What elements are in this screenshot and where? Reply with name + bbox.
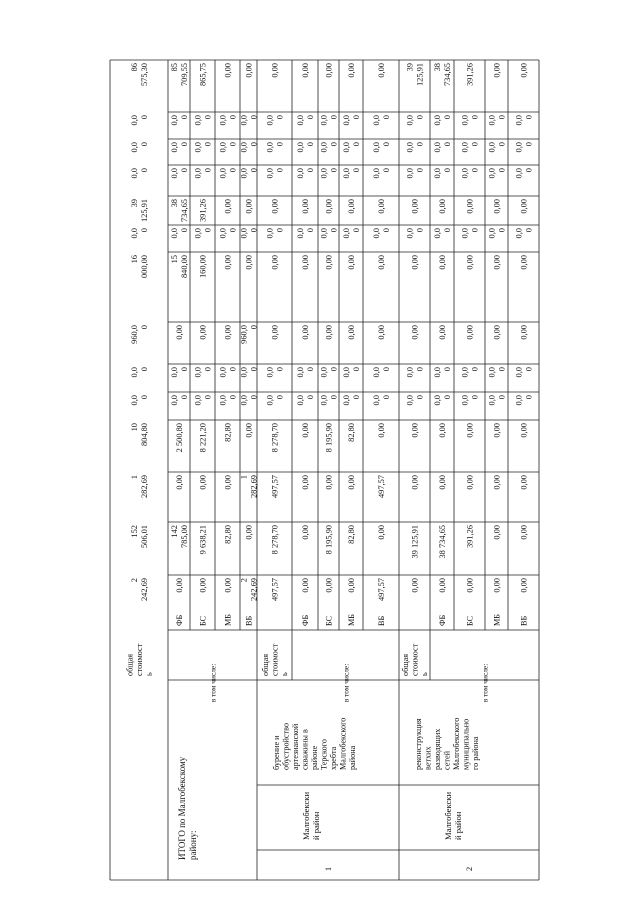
value-cell-r14-c2: 0,00 bbox=[519, 475, 529, 490]
value-cell-r1-c3: 2 500,80 bbox=[175, 423, 184, 453]
value-cell-r1-c12: 0,00 bbox=[170, 115, 189, 126]
value-cell-r6-c10: 0,00 bbox=[296, 168, 315, 179]
value-cell-r11-c8: 0,00 bbox=[433, 228, 452, 239]
value-cell-r4-c6: 960,00 bbox=[239, 325, 259, 344]
value-cell-r2-c6: 0,00 bbox=[198, 325, 208, 340]
value-cell-r13-c5: 0,00 bbox=[487, 367, 507, 378]
value-cell-r9-c2: 497,57 bbox=[377, 475, 386, 499]
value-cell-r4-c11: 0,00 bbox=[239, 142, 259, 153]
value-cell-r9-c4: 0,00 bbox=[372, 395, 391, 406]
value-cell-r12-c1: 391,26 bbox=[465, 525, 475, 549]
value-cell-r12-c11: 0,00 bbox=[460, 142, 480, 153]
value-cell-r3-c0: 0,00 bbox=[223, 578, 233, 593]
value-cell-r5-c8: 0,00 bbox=[265, 228, 285, 239]
value-cell-r10-c13: 39125,91 bbox=[405, 63, 425, 87]
value-cell-r8-c1: 82,80 bbox=[347, 525, 356, 544]
value-cell-r6-c0: 0,00 bbox=[301, 578, 310, 593]
value-cell-r11-c10: 0,00 bbox=[433, 168, 452, 179]
value-cell-r7-c4: 0,00 bbox=[319, 395, 339, 406]
value-cell-r12-c6: 0,00 bbox=[465, 325, 475, 340]
value-cell-r6-c6: 0,00 bbox=[301, 325, 310, 340]
value-cell-r8-c10: 0,00 bbox=[342, 168, 361, 179]
row-type-13: МБ bbox=[492, 614, 502, 626]
value-cell-r8-c9: 0,00 bbox=[347, 199, 356, 214]
value-cell-r6-c2: 0,00 bbox=[301, 475, 310, 490]
value-cell-r9-c9: 0,00 bbox=[377, 199, 386, 214]
value-cell-r10-c12: 0,00 bbox=[405, 115, 425, 126]
value-cell-r0-c7: 16000,00 bbox=[130, 255, 149, 279]
value-cell-r12-c8: 0,00 bbox=[460, 228, 480, 239]
value-cell-r2-c13: 865,75 bbox=[198, 63, 208, 87]
value-cell-r14-c5: 0,00 bbox=[514, 367, 534, 378]
value-cell-r7-c2: 0,00 bbox=[324, 475, 334, 490]
value-cell-r3-c3: 82,80 bbox=[223, 423, 233, 442]
value-cell-r13-c12: 0,00 bbox=[487, 115, 507, 126]
value-cell-r4-c13: 0,00 bbox=[244, 63, 254, 78]
value-cell-r13-c10: 0,00 bbox=[487, 168, 507, 179]
row-type-7: БС bbox=[324, 615, 334, 626]
value-cell-r0-c6: 960,00 bbox=[130, 325, 149, 344]
value-cell-r2-c5: 0,00 bbox=[193, 367, 213, 378]
value-cell-r5-c2: 497,57 bbox=[270, 475, 280, 499]
subgroup-label-0: в том числе: bbox=[208, 663, 218, 703]
value-cell-r8-c13: 0,00 bbox=[347, 63, 356, 78]
value-cell-r1-c6: 0,00 bbox=[175, 325, 184, 340]
value-cell-r0-c13: 86575,30 bbox=[130, 63, 149, 87]
value-cell-r6-c3: 0,00 bbox=[301, 423, 310, 438]
value-cell-r4-c8: 0,00 bbox=[239, 228, 259, 239]
value-cell-r8-c0: 0,00 bbox=[347, 578, 356, 593]
value-cell-r0-c9: 39125,91 bbox=[130, 199, 149, 223]
value-cell-r10-c5: 0,00 bbox=[405, 367, 425, 378]
value-cell-r3-c5: 0,00 bbox=[218, 367, 238, 378]
value-cell-r3-c11: 0,00 bbox=[218, 142, 238, 153]
value-cell-r7-c7: 0,00 bbox=[324, 255, 334, 270]
value-cell-r13-c13: 0,00 bbox=[492, 63, 502, 78]
table-labels bbox=[177, 664, 490, 871]
value-cell-r13-c9: 0,00 bbox=[492, 199, 502, 214]
value-cell-r12-c7: 0,00 bbox=[465, 255, 475, 270]
value-cell-r10-c2: 0,00 bbox=[410, 475, 420, 490]
value-cell-r14-c8: 0,00 bbox=[514, 228, 534, 239]
value-cell-r6-c4: 0,00 bbox=[296, 395, 315, 406]
value-cell-r8-c6: 0,00 bbox=[347, 325, 356, 340]
value-cell-r1-c11: 0,00 bbox=[170, 142, 189, 153]
value-cell-r3-c6: 0,00 bbox=[223, 325, 233, 340]
value-cell-r9-c8: 0,00 bbox=[372, 228, 391, 239]
value-cell-r6-c7: 0,00 bbox=[301, 255, 310, 270]
value-cell-r1-c0: 0,00 bbox=[175, 578, 184, 593]
value-cell-r3-c4: 0,00 bbox=[218, 395, 238, 406]
value-cell-r2-c12: 0,00 bbox=[193, 115, 213, 126]
value-cell-r10-c4: 0,00 bbox=[405, 395, 425, 406]
value-cell-r7-c10: 0,00 bbox=[319, 168, 339, 179]
value-cell-r1-c13: 85709,55 bbox=[170, 63, 189, 87]
subgroup-label-1: в том числе: bbox=[341, 663, 351, 703]
value-cell-r14-c3: 0,00 bbox=[519, 423, 529, 438]
value-cell-r8-c11: 0,00 bbox=[342, 142, 361, 153]
value-cell-r7-c11: 0,00 bbox=[319, 142, 339, 153]
value-cell-r1-c5: 0,00 bbox=[170, 367, 189, 378]
value-cell-r4-c1: 0,00 bbox=[244, 525, 254, 540]
value-cell-r4-c10: 0,00 bbox=[239, 168, 259, 179]
row-type-1: ФБ bbox=[175, 614, 184, 626]
value-cell-r3-c12: 0,00 bbox=[218, 115, 238, 126]
value-cell-r8-c12: 0,00 bbox=[342, 115, 361, 126]
value-cell-r14-c4: 0,00 bbox=[514, 395, 534, 406]
value-cell-r4-c5: 0,00 bbox=[239, 367, 259, 378]
value-cell-r2-c11: 0,00 bbox=[193, 142, 213, 153]
value-cell-r2-c2: 0,00 bbox=[198, 475, 208, 490]
value-cell-r13-c2: 0,00 bbox=[492, 475, 502, 490]
value-cell-r12-c0: 0,00 bbox=[465, 578, 475, 593]
value-cell-r4-c12: 0,00 bbox=[239, 115, 259, 126]
value-cell-r6-c13: 0,00 bbox=[301, 63, 310, 78]
value-cell-r10-c6: 0,00 bbox=[410, 325, 420, 340]
value-cell-r4-c2: 1282,69 bbox=[239, 475, 259, 499]
value-cell-r1-c4: 0,00 bbox=[170, 395, 189, 406]
value-cell-r5-c10: 0,00 bbox=[265, 168, 285, 179]
value-cell-r3-c7: 0,00 bbox=[223, 255, 233, 270]
value-cell-r2-c4: 0,00 bbox=[193, 395, 213, 406]
value-cell-r11-c13: 38734,65 bbox=[433, 63, 452, 87]
value-cell-r5-c13: 0,00 bbox=[270, 63, 280, 78]
value-cell-r14-c9: 0,00 bbox=[519, 199, 529, 214]
value-cell-r2-c1: 9 638,21 bbox=[198, 525, 208, 555]
value-cell-r11-c1: 38 734,65 bbox=[438, 525, 447, 559]
value-cell-r9-c10: 0,00 bbox=[372, 168, 391, 179]
value-cell-r12-c12: 0,00 bbox=[460, 115, 480, 126]
value-cell-r0-c8: 0,00 bbox=[130, 228, 149, 239]
project-number-1: 1 bbox=[323, 866, 333, 872]
value-cell-r4-c0: 2242,69 bbox=[239, 578, 259, 602]
value-cell-r11-c3: 0,00 bbox=[438, 423, 447, 438]
row-type-6: ФБ bbox=[301, 614, 310, 626]
project-name-2: реконструкцияветхихразводящихсетейМалгобекскогомуниципального района bbox=[414, 717, 480, 770]
row-type-2: БС bbox=[198, 615, 208, 626]
value-cell-r9-c6: 0,00 bbox=[377, 325, 386, 340]
value-cell-r14-c6: 0,00 bbox=[519, 325, 529, 340]
value-cell-r6-c11: 0,00 bbox=[296, 142, 315, 153]
value-cell-r9-c1: 0,00 bbox=[377, 525, 386, 540]
value-cell-r4-c9: 0,00 bbox=[244, 199, 254, 214]
row-type-14: ВБ bbox=[519, 615, 529, 626]
value-cell-r12-c9: 0,00 bbox=[465, 199, 475, 214]
value-cell-r13-c4: 0,00 bbox=[487, 395, 507, 406]
value-cell-r5-c3: 8 278,70 bbox=[270, 423, 280, 453]
value-cell-r10-c8: 0,00 bbox=[405, 228, 425, 239]
value-cell-r11-c4: 0,00 bbox=[433, 395, 452, 406]
project-name-1: бурение иобустройствоартезианскойскважины врайонеТерскогохребтаМалгобекскогорайона bbox=[272, 717, 357, 770]
value-cell-r0-c3: 10804,80 bbox=[130, 423, 149, 447]
row-type-3: МБ bbox=[223, 614, 233, 626]
value-cell-r3-c9: 0,00 bbox=[223, 199, 233, 214]
value-cell-r4-c7: 0,00 bbox=[244, 255, 254, 270]
value-cell-r0-c10: 0,00 bbox=[130, 168, 149, 179]
row-type-4: ВБ bbox=[244, 615, 254, 626]
value-cell-r5-c7: 0,00 bbox=[270, 255, 280, 270]
value-cell-r6-c12: 0,00 bbox=[296, 115, 315, 126]
value-cell-r1-c10: 0,00 bbox=[170, 168, 189, 179]
value-cell-r8-c7: 0,00 bbox=[347, 255, 356, 270]
total-label: ИТОГО по Малгобекскомурайону: bbox=[177, 756, 198, 860]
value-cell-r2-c7: 160,00 bbox=[198, 255, 208, 279]
value-cell-r14-c10: 0,00 bbox=[514, 168, 534, 179]
value-cell-r1-c7: 15840,00 bbox=[170, 255, 189, 279]
value-cell-r9-c7: 0,00 bbox=[377, 255, 386, 270]
value-cell-r8-c2: 0,00 bbox=[347, 475, 356, 490]
value-cell-r0-c4: 0,00 bbox=[130, 395, 149, 406]
value-cell-r7-c1: 8 195,90 bbox=[324, 525, 334, 555]
value-cell-r7-c12: 0,00 bbox=[319, 115, 339, 126]
value-cell-r0-c2: 1282,69 bbox=[130, 475, 149, 499]
value-cell-r1-c2: 0,00 bbox=[175, 475, 184, 490]
value-cell-r7-c13: 0,00 bbox=[324, 63, 334, 78]
value-cell-r8-c8: 0,00 bbox=[342, 228, 361, 239]
value-cell-r5-c0: 497,57 bbox=[270, 578, 280, 602]
value-cell-r10-c11: 0,00 bbox=[405, 142, 425, 153]
value-cell-r14-c12: 0,00 bbox=[514, 115, 534, 126]
value-cell-r0-c0: 2242,69 bbox=[130, 578, 149, 602]
value-cell-r10-c7: 0,00 bbox=[410, 255, 420, 270]
value-cell-r7-c3: 8 195,90 bbox=[324, 423, 334, 453]
value-cell-r13-c8: 0,00 bbox=[487, 228, 507, 239]
value-cell-r9-c0: 497,57 bbox=[377, 578, 386, 602]
value-cell-r6-c9: 0,00 bbox=[301, 199, 310, 214]
value-cell-r11-c7: 0,00 bbox=[438, 255, 447, 270]
value-cell-r14-c11: 0,00 bbox=[514, 142, 534, 153]
value-cell-r1-c1: 142785,00 bbox=[170, 525, 189, 549]
value-cell-r0-c1: 152506,01 bbox=[130, 525, 149, 549]
value-cell-r7-c9: 0,00 bbox=[324, 199, 334, 214]
value-cell-r6-c8: 0,00 bbox=[296, 228, 315, 239]
value-cell-r6-c1: 0,00 bbox=[301, 525, 310, 540]
value-cell-r2-c10: 0,00 bbox=[193, 168, 213, 179]
value-cell-r11-c2: 0,00 bbox=[438, 475, 447, 490]
value-cell-r14-c0: 0,00 bbox=[519, 578, 529, 593]
value-cell-r2-c8: 0,00 bbox=[193, 228, 213, 239]
value-cell-r3-c13: 0,00 bbox=[223, 63, 233, 78]
value-cell-r13-c1: 0,00 bbox=[492, 525, 502, 540]
value-cell-r7-c5: 0,00 bbox=[319, 367, 339, 378]
value-cell-r3-c2: 0,00 bbox=[223, 475, 233, 490]
value-cell-r5-c6: 0,00 bbox=[270, 325, 280, 340]
value-cell-r3-c10: 0,00 bbox=[218, 168, 238, 179]
value-cell-r4-c3: 0,00 bbox=[244, 423, 254, 438]
value-cell-r1-c9: 38734,65 bbox=[170, 199, 189, 223]
value-cell-r2-c3: 8 221,20 bbox=[198, 423, 208, 453]
value-cell-r11-c5: 0,00 bbox=[433, 367, 452, 378]
row-type-9: ВБ bbox=[377, 615, 386, 626]
value-cell-r0-c12: 0,00 bbox=[130, 115, 149, 126]
value-cell-r10-c0: 0,00 bbox=[410, 578, 420, 593]
value-cell-r4-c4: 0,00 bbox=[239, 395, 259, 406]
value-cell-r12-c13: 391,26 bbox=[465, 63, 475, 87]
value-cell-r1-c8: 0,00 bbox=[170, 228, 189, 239]
value-cell-r11-c0: 0,00 bbox=[438, 578, 447, 593]
value-cell-r3-c8: 0,00 bbox=[218, 228, 238, 239]
value-cell-r9-c3: 0,00 bbox=[377, 423, 386, 438]
value-cell-r7-c0: 0,00 bbox=[324, 578, 334, 593]
project-district-1: Малгобекский район bbox=[301, 791, 321, 840]
value-cell-r0-c11: 0,00 bbox=[130, 142, 149, 153]
value-cell-r5-c12: 0,00 bbox=[265, 115, 285, 126]
value-cell-r8-c3: 82,80 bbox=[347, 423, 356, 442]
value-cell-r5-c9: 0,00 bbox=[270, 199, 280, 214]
value-cell-r8-c4: 0,00 bbox=[342, 395, 361, 406]
value-cell-r9-c5: 0,00 bbox=[372, 367, 391, 378]
value-cell-r12-c2: 0,00 bbox=[465, 475, 475, 490]
value-cell-r9-c12: 0,00 bbox=[372, 115, 391, 126]
row-type-11: ФБ bbox=[438, 614, 447, 626]
row-type-10: общаястоимость bbox=[401, 643, 429, 676]
value-cell-r14-c1: 0,00 bbox=[519, 525, 529, 540]
value-cell-r14-c7: 0,00 bbox=[519, 255, 529, 270]
table-cells bbox=[126, 63, 534, 676]
value-cell-r5-c1: 8 278,70 bbox=[270, 525, 280, 555]
value-cell-r13-c6: 0,00 bbox=[492, 325, 502, 340]
value-cell-r13-c7: 0,00 bbox=[492, 255, 502, 270]
value-cell-r2-c9: 391,26 bbox=[198, 199, 208, 223]
value-cell-r14-c13: 0,00 bbox=[519, 63, 529, 78]
row-type-8: МБ bbox=[347, 614, 356, 626]
project-district-2: Малгобекский район bbox=[443, 791, 463, 840]
value-cell-r12-c5: 0,00 bbox=[460, 367, 480, 378]
row-type-12: БС bbox=[465, 615, 475, 626]
project-number-2: 2 bbox=[464, 866, 474, 872]
value-cell-r6-c5: 0,00 bbox=[296, 367, 315, 378]
value-cell-r10-c1: 39 125,91 bbox=[410, 525, 420, 559]
value-cell-r11-c12: 0,00 bbox=[433, 115, 452, 126]
value-cell-r9-c13: 0,00 bbox=[377, 63, 386, 78]
value-cell-r13-c0: 0,00 bbox=[492, 578, 502, 593]
value-cell-r12-c3: 0,00 bbox=[465, 423, 475, 438]
subgroup-label-2: в том числе: bbox=[480, 663, 490, 703]
value-cell-r13-c11: 0,00 bbox=[487, 142, 507, 153]
value-cell-r8-c5: 0,00 bbox=[342, 367, 361, 378]
value-cell-r2-c0: 0,00 bbox=[198, 578, 208, 593]
value-cell-r5-c5: 0,00 bbox=[265, 367, 285, 378]
value-cell-r3-c1: 82,80 bbox=[223, 525, 233, 544]
row-type-0: общаястоимость bbox=[125, 643, 154, 676]
value-cell-r0-c5: 0,00 bbox=[130, 367, 149, 378]
value-cell-r11-c6: 0,00 bbox=[438, 325, 447, 340]
value-cell-r10-c3: 0,00 bbox=[410, 423, 420, 438]
value-cell-r9-c11: 0,00 bbox=[372, 142, 391, 153]
value-cell-r12-c10: 0,00 bbox=[460, 168, 480, 179]
value-cell-r12-c4: 0,00 bbox=[460, 395, 480, 406]
value-cell-r5-c11: 0,00 bbox=[265, 142, 285, 153]
value-cell-r11-c11: 0,00 bbox=[433, 142, 452, 153]
value-cell-r7-c6: 0,00 bbox=[324, 325, 334, 340]
value-cell-r11-c9: 0,00 bbox=[438, 199, 447, 214]
value-cell-r7-c8: 0,00 bbox=[319, 228, 339, 239]
value-cell-r10-c10: 0,00 bbox=[405, 168, 425, 179]
row-type-5: общаястоимость bbox=[261, 643, 289, 676]
value-cell-r5-c4: 0,00 bbox=[265, 395, 285, 406]
value-cell-r10-c9: 0,00 bbox=[410, 199, 420, 214]
value-cell-r13-c3: 0,00 bbox=[492, 423, 502, 438]
